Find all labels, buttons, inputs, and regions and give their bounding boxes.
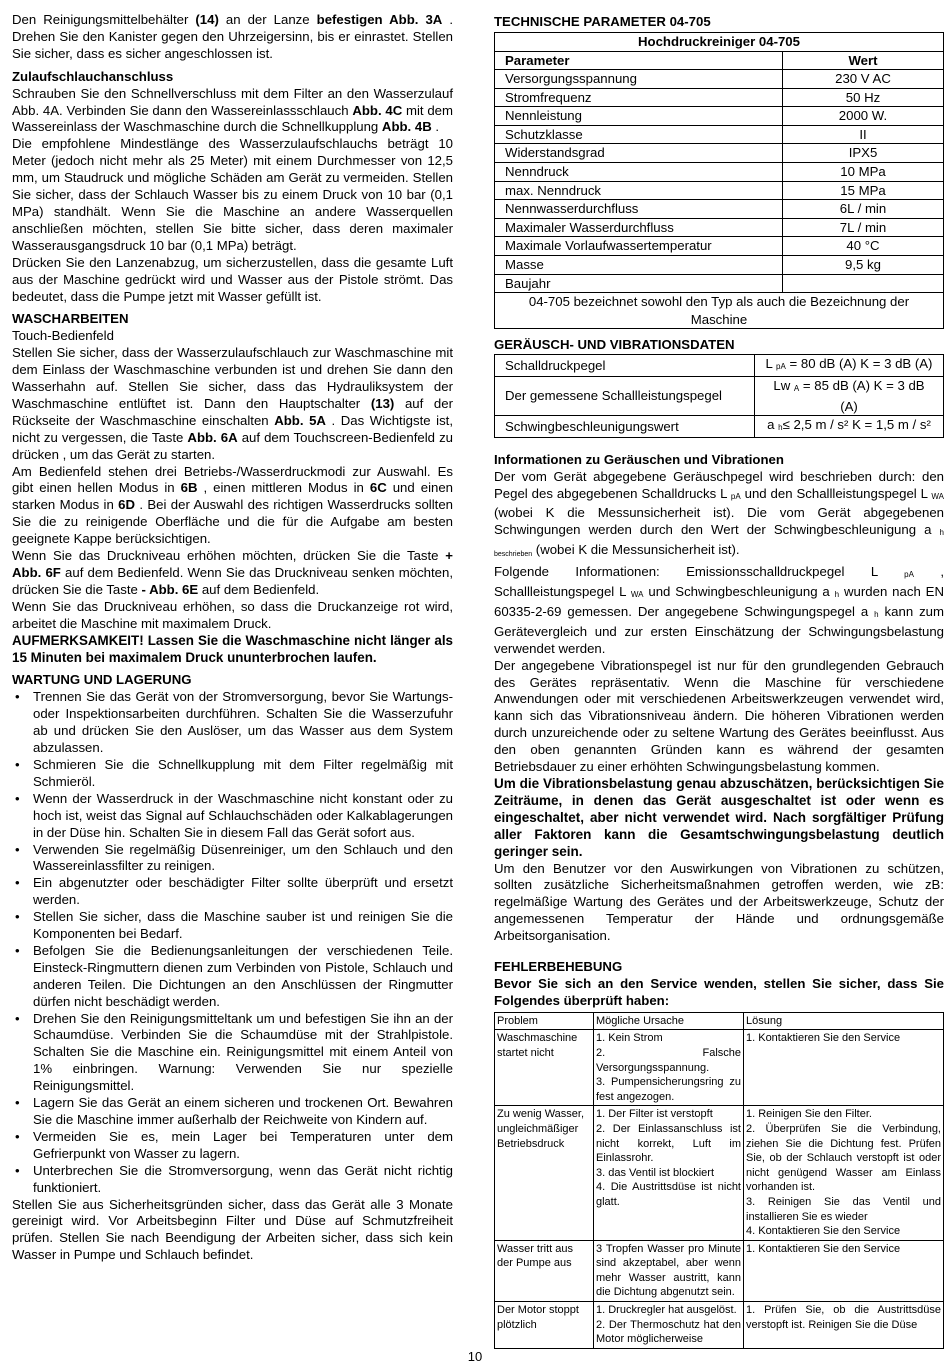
section-heading-geraeusch: GERÄUSCH- UND VIBRATIONSDATEN [494, 337, 735, 353]
tech-param: Stromfrequenz [495, 88, 783, 107]
fault-solution-item: 4. Kontaktieren Sie den Service [746, 1225, 901, 1238]
fault-solution-item: 1. Prüfen Sie, ob die Austrittsdüse verstopft ist. Reinigen Sie die Düse [746, 1304, 941, 1331]
tech-value [783, 274, 944, 293]
tech-value: 40 °C [783, 237, 944, 256]
list-item: • Wenn der Wasserdruck in der Waschmaschine nicht konstant oder zu hoch ist, weist das Signal auf Schlauchschäden oder Kalkablagerungen in der Düse hin. Schalten Sie in diesem Fall das Gerät sofort aus. [12, 791, 453, 842]
table-row [495, 163, 944, 182]
fault-cause-item: 2. Falsche Versorgungsspannung. [596, 1046, 741, 1074]
touch-panel-label: Touch-Bedienfeld [12, 328, 114, 344]
fault-solution-item: 2. Überprüfen Sie die Verbindung, ziehen Sie die Dichtung fest. Prüfen Sie, ob der Schlauch verstopft ist oder nicht genügend Wasser am Einlass vorhanden ist. [746, 1122, 941, 1194]
tech-table-title: Hochdruckreiniger 04-705 [495, 32, 944, 51]
list-item: • Trennen Sie das Gerät von der Stromversorgung, bevor Sie Wartungs- oder Inspektionsarbeiten durchführen. Schalten Sie die Wasserzufuhr ab und drücken Sie den Auslöser, um das Wasser aus dem System abzulassen. [12, 689, 453, 757]
tech-param: Versorgungsspannung [495, 70, 783, 89]
tech-param: Maximale Vorlaufwassertemperatur [495, 237, 783, 256]
fault-cause-item: 2. Der Einlassanschluss ist nicht korrekt, Luft im Einlassrohr. [596, 1122, 741, 1165]
info-paragraph-4: Um die Vibrationsbelastung genau abzuschätzen, berücksichtigen Sie Zeiträume, in denen das Gerät ausgeschaltet ist oder wenn es eingeschaltet, aber nicht verwendet wird. Nach sorgfältiger Prüfung aller Faktoren kann die Gesamtschwingungsbelastung deutlich geringer sein. [494, 776, 944, 859]
fault-problem: Der Motor stoppt plötzlich [495, 1302, 594, 1349]
maintenance-list [12, 689, 453, 1196]
trigger-paragraph: Drücken Sie den Lanzenabzug, um sicherzustellen, dass die gesamte Luft aus der Maschine gedrückt wird und Wasser aus der Pistole strömt. Das bedeutet, dass die Pumpe jetzt mit Wasser gefüllt ist. [12, 254, 453, 304]
fault-header-solution: Lösung [744, 1012, 944, 1030]
noise-value: a h≤ 2,5 m / s² K = 1,5 m / s² [755, 416, 944, 438]
fault-solution-item: 1. Kontaktieren Sie den Service [746, 1242, 901, 1255]
fault-problem: Wasser tritt aus der Pumpe aus [495, 1240, 594, 1301]
list-item: • Drehen Sie den Reinigungsmitteltank um und befestigen Sie ihn an der Schaumdüse. Verbinden Sie die Schaumdüse mit der Strahlpistole. Schalten Sie die Maschine ein. Reinigungsmittel mit einem Anteil von 1% einbringen. Warnung: Verwenden Sie nur spezielle Reinigungsmittel. [12, 1011, 453, 1096]
tech-note: 04-705 bezeichnet sowohl den Typ als auch die Bezeichnung der Maschine [495, 293, 944, 329]
tech-value: IPX5 [783, 144, 944, 163]
fault-cause-item: 4. Die Austrittsdüse ist nicht glatt. [596, 1181, 741, 1208]
fault-cause [594, 1106, 744, 1240]
table-row [495, 416, 944, 438]
list-item: • Befolgen Sie die Bedienungsanleitungen der verschiedenen Teile. Einsteck-Ringmuttern dienen zum Verbinden von Pistole, Schlauch und anderen Teilen. Die Dichtungen an den Anschlüssen der Ringmutter dürfen nicht beschädigt werden. [12, 943, 453, 1011]
tech-value: 2000 W. [783, 107, 944, 126]
section-heading-fehlerbehebung: FEHLERBEHEBUNG [494, 959, 623, 975]
fault-cause-item: 1. Der Filter ist verstopft [596, 1108, 713, 1121]
table-row [495, 355, 944, 377]
noise-value: Lw A = 85 dB (A) K = 3 dB (A) [755, 376, 944, 415]
page-number: 10 [467, 1349, 483, 1364]
list-item: • Verwenden Sie regelmäßig Düsenreiniger, um den Schlauch und den Wassereinlassfilter zu reinigen. [12, 842, 453, 876]
table-row [495, 107, 944, 126]
noise-param: Der gemessene Schallleistungspegel [495, 376, 755, 415]
pressure-paragraph: Wenn Sie das Druckniveau erhöhen möchten, drücken Sie die Taste + Abb. 6F auf dem Bedienfeld. Wenn Sie das Druckniveau senken möchten, drücken Sie die Taste - Abb. 6E auf dem Bedienfeld. [12, 548, 453, 597]
fault-problem: Waschmaschine startet nicht [495, 1030, 594, 1106]
fault-solution-item: 1. Kontaktieren Sie den Service [746, 1032, 901, 1045]
fault-cause-item: 3. Pumpensicherungsring zu fest angezogen. [596, 1076, 741, 1103]
fault-cause [594, 1240, 744, 1301]
tech-value: 15 MPa [783, 181, 944, 200]
fault-cause-item: 2. Der Thermoschutz hat den Motor möglicherweise [596, 1318, 741, 1346]
list-item: • Lagern Sie das Gerät an einem sicheren und trockenen Ort. Bewahren Sie die Maschine immer außerhalb der Reichweite von Kindern auf. [12, 1095, 453, 1129]
fault-cause-item: 3. das Ventil ist blockiert [596, 1166, 715, 1179]
info-paragraph-5: Um den Benutzer vor den Auswirkungen von Vibrationen zu schützen, sollten zusätzliche Sicherheitsmaßnahmen getroffen werden, wie zB: regelmäßige Wartung des Gerätes und der Arbeitswerkzeuge, Schutz der angemessenen Temperatur der Hände und ordnungsgemäße Arbeitsorganisation. [494, 860, 944, 944]
fault-table [494, 1012, 944, 1349]
noise-value: L pA = 80 dB (A) K = 3 dB (A) [755, 355, 944, 377]
tech-param: Nenndruck [495, 163, 783, 182]
tech-table [494, 32, 944, 330]
table-row [495, 1240, 944, 1301]
table-row [495, 70, 944, 89]
noise-param: Schalldruckpegel [495, 355, 755, 377]
tech-param: Widerstandsgrad [495, 144, 783, 163]
table-row [495, 200, 944, 219]
noise-param: Schwingbeschleunigungswert [495, 416, 755, 438]
section-heading-wartung: WARTUNG UND LAGERUNG [12, 672, 192, 688]
tech-param: Nennwasserdurchfluss [495, 200, 783, 219]
safety-paragraph: Stellen Sie aus Sicherheitsgründen sicher, dass das Gerät alle 3 Monate gereinigt wird. Vor Arbeitsbeginn Filter und Düse auf Schmutzfreiheit prüfen. Stellen Sie nach Beendigung der Arbeiten sicher, dass sich kein Wasser in Pumpe und Schlauch befindet. [12, 1196, 453, 1263]
section-heading-zulauf: Zulaufschlauchanschluss [12, 68, 174, 84]
start-paragraph: Stellen Sie sicher, dass der Wasserzulaufschlauch zur Waschmaschine mit dem Einlass der Waschmaschine verbunden ist und drehen Sie dann den Wasserhahn auf. Stellen Sie sicher, dass das Hydrauliksystem der Waschmaschine entlüftet ist. Dann den Hauptschalter (13) auf der Rückseite der Waschmaschine einschalten Abb. 5A . Das Wichtigste ist, nicht zu vergessen, die Taste Abb. 6A auf dem Touchscreen-Bedienfeld zu drücken , um das Gerät zu starten. [12, 345, 453, 462]
right-column [494, 12, 944, 1349]
tech-param: Baujahr [495, 274, 783, 293]
tech-value: 6L / min [783, 200, 944, 219]
info-paragraph-3: Der angegebene Vibrationspegel ist nur für den grundlegenden Gebrauch des Gerätes repräsentativ. Wenn die Maschine für verschiedene Anwendungen oder mit verschiedenen Arbeitswerkzeugen verwendet wird, kann sich das Vibrationsniveau ändern. Die höheren Vibrationen werden durch unzureichende oder zu seltene Wartung des Gerätes beeinflusst. Aus den oben genannten Gründen kann es während der gesamten Betriebsdauer zu einer erhöhten Schwingungsbelastung kommen. [494, 657, 944, 775]
tech-value: 230 V AC [783, 70, 944, 89]
list-item: • Ein abgenutzter oder beschädigter Filter sollte überprüft und ersetzt werden. [12, 875, 453, 909]
fault-cause [594, 1302, 744, 1349]
modes-paragraph: Am Bedienfeld stehen drei Betriebs-/Wasserdruckmodi zur Auswahl. Es gibt einen hellen Modus in 6B , einen mittleren Modus in 6C und einen starken Modus in 6D . Bei der Auswahl des richtigen Wasserdrucks sollten Sie die zu reinigende Oberfläche und die für die Aufgabe am besten geeignete Kappe berücksichtigen. [12, 463, 453, 547]
table-row [495, 256, 944, 275]
tech-header-parameter: Parameter [495, 51, 783, 70]
section-heading-informationen: Informationen zu Geräuschen und Vibrationen [494, 451, 784, 467]
table-row [495, 218, 944, 237]
table-row [495, 88, 944, 107]
fault-header-problem: Problem [495, 1012, 594, 1030]
tech-value: 9,5 kg [783, 256, 944, 275]
left-column [12, 12, 453, 1264]
fault-cause-item: 1. Druckregler hat ausgelöst. [596, 1304, 737, 1317]
tech-value: II [783, 125, 944, 144]
tech-value: 10 MPa [783, 163, 944, 182]
tech-param: Maximaler Wasserdurchfluss [495, 218, 783, 237]
list-item: • Stellen Sie sicher, dass die Maschine sauber ist und reinigen Sie die Komponenten bei Bedarf. [12, 909, 453, 943]
detergent-paragraph: Den Reinigungsmittelbehälter (14) an der Lanze befestigen Abb. 3A . Drehen Sie den Kanister gegen den Uhrzeigersinn, bis er einrastet. Stellen Sie sicher, dass es sicher angeschlossen ist. [12, 12, 454, 61]
table-row [495, 237, 944, 256]
fault-cause [594, 1030, 744, 1106]
fault-solution [744, 1240, 944, 1301]
table-row [495, 1106, 944, 1240]
attention-warning: AUFMERKSAMKEIT! Lassen Sie die Waschmaschine nicht länger als 15 Minuten bei maximalem Druck ununterbrochen laufen. [12, 632, 453, 665]
fault-solution-item: 1. Reinigen Sie den Filter. [746, 1108, 872, 1121]
noise-table [494, 354, 944, 437]
max-pressure-paragraph: Wenn Sie das Druckniveau erhöhen, so dass die Druckanzeige rot wird, arbeitet die Maschine mit maximalem Druck. [12, 598, 453, 631]
list-item: • Vermeiden Sie es, mein Lager bei Temperaturen unter dem Gefrierpunkt von Wasser zu lagern. [12, 1129, 453, 1163]
table-row [495, 1030, 944, 1106]
list-item: • Schmieren Sie die Schnellkupplung mit dem Filter regelmäßig mit Schmieröl. [12, 757, 453, 791]
table-row [495, 274, 944, 293]
fault-solution [744, 1302, 944, 1349]
tech-value: 50 Hz [783, 88, 944, 107]
fault-solution-item: 3. Reinigen Sie das Ventil und installieren Sie es wieder [746, 1195, 941, 1223]
table-row [495, 144, 944, 163]
fault-solution [744, 1030, 944, 1106]
fault-intro: Bevor Sie sich an den Service wenden, stellen Sie sicher, dass Sie Folgendes überprüft haben: [494, 975, 944, 1008]
tech-header-value: Wert [783, 51, 944, 70]
table-row [495, 181, 944, 200]
info-paragraph-2: Folgende Informationen: Emissionsschalldruckpegel L pA , Schallleistungspegel L WA und Schwingbeschleunigung a h wurden nach EN 60335-2-69 gemessen. Der angegebene Schwingungspegel a h kann zum Gerätevergleich und zur ersten Einschätzung der Schwingungsbelastung verwendet werden. [494, 564, 944, 656]
fault-cause-item: 1. Kein Strom [596, 1032, 663, 1045]
info-paragraph-1: Der vom Gerät abgegebene Geräuschpegel wird beschrieben durch: den Pegel des abgegebenen Schalldrucks L pA und den Schallleistungspegel L WA (wobei K die Messunsicherheit ist). Die vom Gerät abgegebenen Schwingungen werden durch den Wert der Schwingbeschleunigung a h beschrieben (wobei K die Messunsicherheit ist). [494, 468, 945, 559]
tech-value: 7L / min [783, 218, 944, 237]
section-heading-wascharbeiten: WASCHARBEITEN [12, 311, 129, 327]
tech-param: Nennleistung [495, 107, 783, 126]
table-row [495, 376, 944, 415]
fault-problem: Zu wenig Wasser, ungleichmäßiger Betriebsdruck [495, 1106, 594, 1240]
list-item: • Unterbrechen Sie die Stromversorgung, wenn das Gerät nicht richtig funktioniert. [12, 1163, 453, 1197]
hose-length-paragraph: Die empfohlene Mindestlänge des Wasserzulaufschlauchs beträgt 10 Meter (jedoch nicht mehr als 25 Meter) mit einem Durchmesser von 12,5 mm, um Staudruck und mögliche Schäden am Gerät zu vermeiden. Stellen Sie sicher, dass der Schlauch Wasser bis zu einem Druck von 10 bar (0,1 MPa) standhält. Wenn Sie die Maschine an andere Wasserquellen anschließen möchten, stellen Sie bitte sicher, dass deren maximaler Wasserausgangsdruck 10 bar (0,1 MPa) beträgt. [12, 136, 453, 253]
inlet-paragraph: Schrauben Sie den Schnellverschluss mit dem Filter an den Wasserzulauf Abb. 4A. Verbinden Sie dann den Wassereinlassschlauch Abb. 4C mit dem Wassereinlass der Waschmaschine durch die Schnellkupplung Abb. 4B . [12, 85, 453, 135]
table-row [495, 125, 944, 144]
tech-param: max. Nenndruck [495, 181, 783, 200]
tech-param: Schutzklasse [495, 125, 783, 144]
fault-solution [744, 1106, 944, 1240]
fault-cause-item: 3 Tropfen Wasser pro Minute sind akzeptabel, aber wenn mehr Wasser austritt, kann die Dichtung abgenutzt sein. [596, 1242, 741, 1299]
table-row [495, 1302, 944, 1349]
section-heading-technische-parameter: TECHNISCHE PARAMETER 04-705 [494, 14, 711, 29]
tech-param: Masse [495, 256, 783, 275]
fault-header-cause: Mögliche Ursache [594, 1012, 744, 1030]
